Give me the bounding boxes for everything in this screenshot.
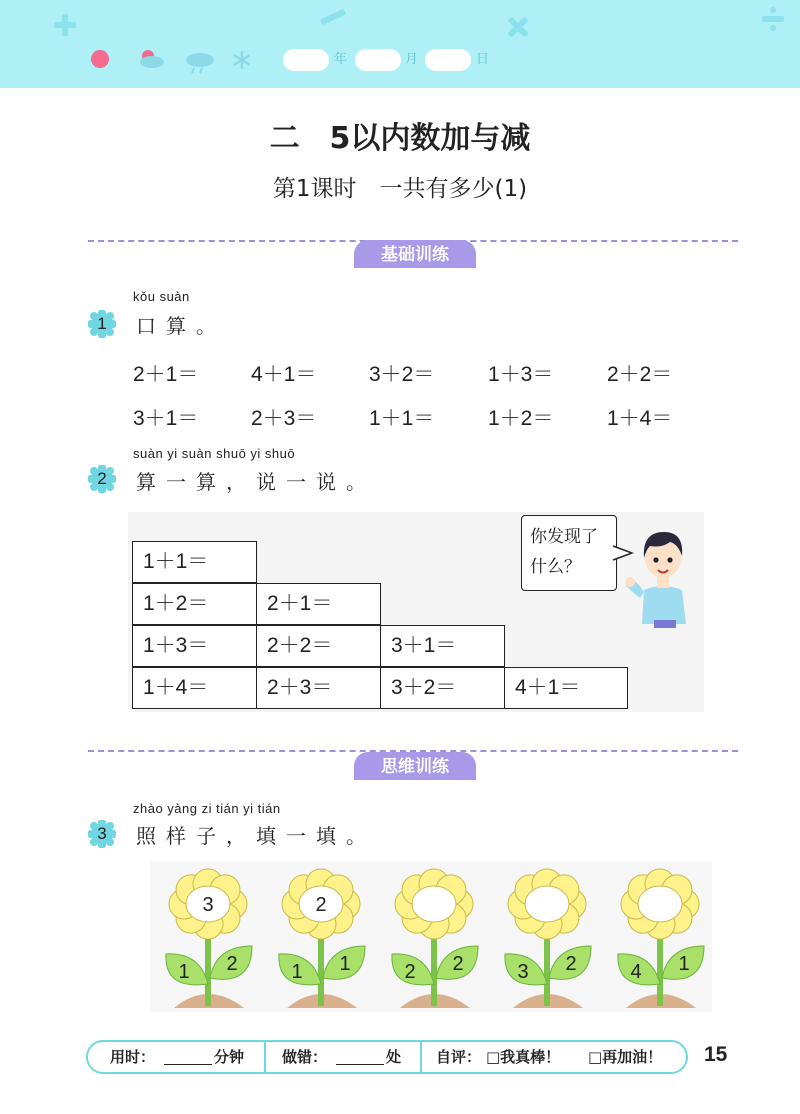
self-eval-option-great[interactable]: □我真棒！	[486, 1048, 561, 1066]
boy-illustration	[622, 520, 704, 630]
flower	[382, 862, 486, 1012]
leaf-number-left: 1	[291, 961, 303, 983]
leaf-number-right: 1	[339, 953, 351, 975]
leaf-number-right: 1	[678, 953, 690, 975]
equation: 2＋1＝	[133, 363, 199, 386]
equation: 1＋3＝	[488, 363, 554, 386]
rainy-icon	[186, 53, 214, 73]
leaf-number-right: 2	[565, 953, 577, 975]
snow-icon	[234, 51, 250, 69]
time-label: 用时：	[110, 1048, 156, 1066]
table-cell: 4＋1＝	[504, 667, 628, 709]
equation: 4＋1＝	[251, 363, 317, 386]
table-cell: 1＋3＝	[132, 625, 257, 667]
question-number-1: 1	[97, 314, 107, 333]
flower	[156, 862, 260, 1012]
date-year-field[interactable]	[283, 49, 329, 71]
lesson-title: 第1课时 一共有多少(1)	[272, 176, 528, 202]
sunny-icon	[91, 50, 109, 68]
speech-bubble	[521, 515, 617, 591]
equation: 1＋4＝	[607, 407, 673, 430]
flower-center-blank	[525, 886, 569, 922]
table-cell: 1＋4＝	[132, 667, 257, 709]
pinyin-q2: suàn yi suàn shuō yi shuō	[133, 446, 296, 461]
pinyin-q3: zhào yàng zi tián yi tián	[133, 801, 281, 816]
leaf-number-right: 2	[226, 953, 238, 975]
flower	[269, 862, 373, 1012]
errors-unit: 处	[386, 1048, 402, 1066]
date-day-field[interactable]	[425, 49, 471, 71]
equation: 2＋3＝	[251, 407, 317, 430]
equation: 1＋2＝	[488, 407, 554, 430]
leaf-number-left: 3	[517, 961, 529, 983]
self-eval-label: 自评：	[436, 1048, 482, 1066]
leaf-number-right: 2	[452, 953, 464, 975]
table-cell: 2＋1＝	[256, 583, 381, 625]
equation: 2＋2＝	[607, 363, 673, 386]
page-number: 15	[704, 1043, 728, 1066]
errors-input[interactable]	[336, 1064, 384, 1065]
equation: 3＋2＝	[369, 363, 435, 386]
leaf-number-left: 4	[630, 961, 642, 983]
pinyin-q1: kǒu suàn	[133, 289, 190, 304]
section-tab-basic: 基础训练	[354, 240, 476, 268]
leaf-number-left: 1	[178, 961, 190, 983]
bubble-line: 什么？	[530, 557, 581, 577]
errors-label: 做错：	[282, 1048, 328, 1066]
flower-center-blank	[412, 886, 456, 922]
leaf-number-left: 2	[404, 961, 416, 983]
section-tab-thinking: 思维训练	[354, 752, 476, 780]
self-eval-option-try-harder[interactable]: □再加油！	[588, 1048, 663, 1066]
time-unit: 分钟	[214, 1048, 245, 1066]
table-cell: 2＋3＝	[256, 667, 381, 709]
bubble-line: 你发现了	[530, 527, 598, 547]
table-cell: 3＋2＝	[380, 667, 505, 709]
date-month-label: 月	[405, 52, 419, 67]
flower-center-number: 3	[202, 894, 214, 916]
table-cell: 1＋1＝	[132, 541, 257, 583]
date-day-label: 日	[476, 52, 490, 67]
instruction-q2: 算一算，说一说。	[136, 470, 376, 494]
flower-row	[150, 862, 712, 1012]
time-input[interactable]	[164, 1064, 212, 1065]
flower	[495, 862, 599, 1012]
instruction-q1: 口算。	[136, 314, 226, 338]
table-cell: 2＋2＝	[256, 625, 381, 667]
date-year-label: 年	[334, 52, 348, 67]
equation: 1＋1＝	[369, 407, 435, 430]
equation: 3＋1＝	[133, 407, 199, 430]
date-month-field[interactable]	[355, 49, 401, 71]
flower-center-number: 2	[315, 894, 327, 916]
question-number-2: 2	[97, 469, 107, 488]
question-number-3: 3	[97, 824, 107, 843]
instruction-q3: 照样子，填一填。	[136, 824, 376, 848]
unit-title: 二 5以内数加与减	[269, 121, 531, 156]
weather-icons	[90, 46, 250, 76]
flower	[608, 862, 712, 1012]
table-cell: 1＋2＝	[132, 583, 257, 625]
cloudy-icon	[140, 50, 164, 68]
table-cell: 3＋1＝	[380, 625, 505, 667]
flower-center-blank	[638, 886, 682, 922]
